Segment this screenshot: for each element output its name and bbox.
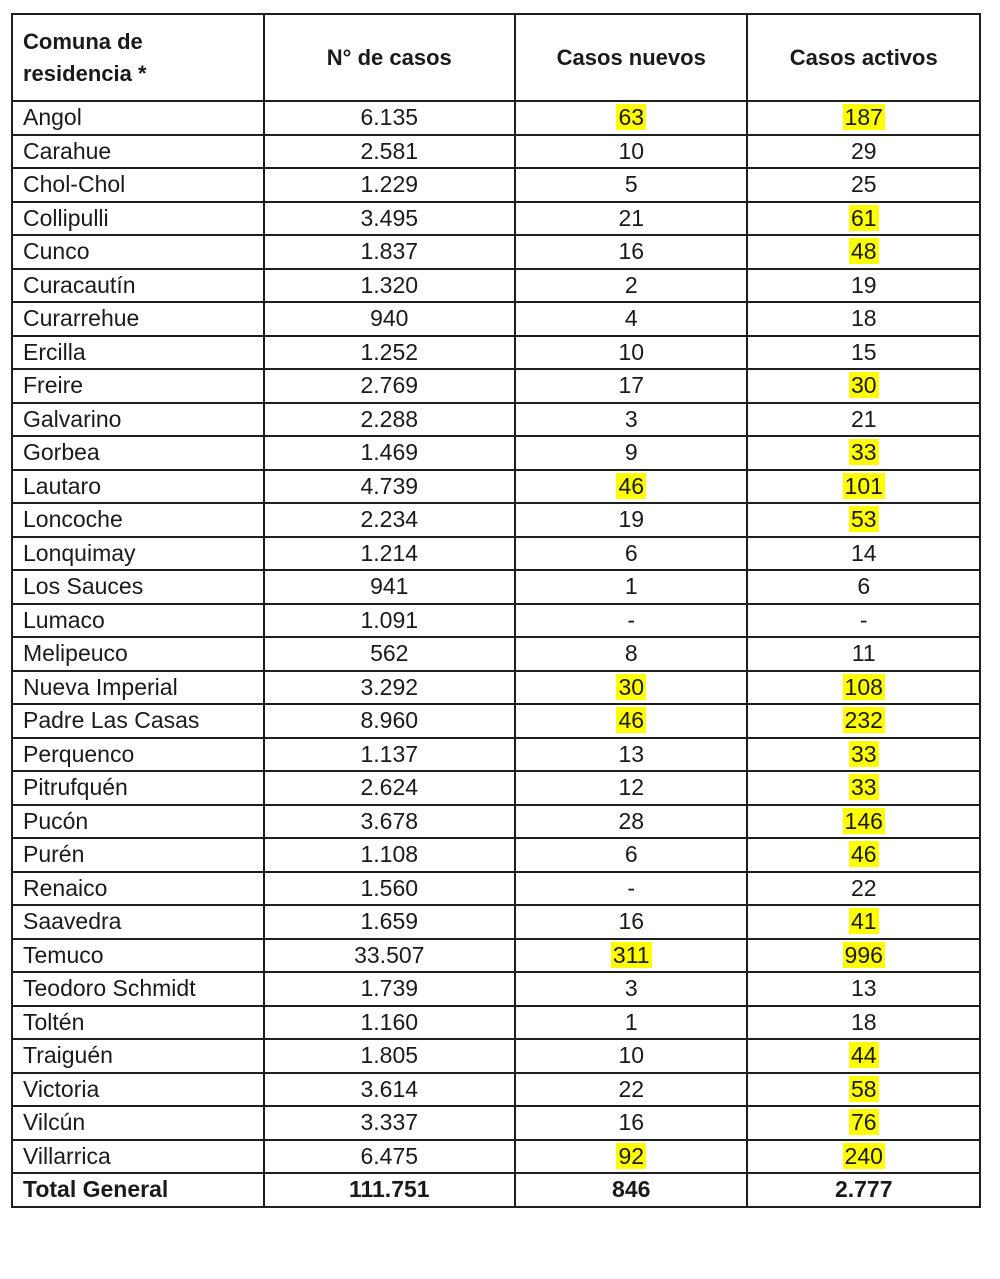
cell-activos [747, 905, 980, 939]
cell-casos: 8.960 [264, 704, 515, 738]
cell-nuevos [515, 101, 747, 135]
highlighted-value: 48 [850, 238, 877, 265]
table-row [12, 202, 980, 236]
cell-nuevos: 2 [515, 269, 747, 303]
table-row [12, 1039, 980, 1073]
table-row [12, 905, 980, 939]
highlighted-value: 996 [844, 941, 883, 968]
cell-nuevos: 4 [515, 302, 747, 336]
highlighted-value: 44 [850, 1042, 877, 1069]
cell-activos: 13 [747, 972, 980, 1006]
table-row [12, 235, 980, 269]
table-row [12, 872, 980, 906]
cell-nuevos: 28 [515, 805, 747, 839]
cell-nuevos: 16 [515, 1106, 747, 1140]
table-row [12, 838, 980, 872]
cell-casos: 4.739 [264, 470, 515, 504]
cell-activos: 29 [747, 135, 980, 169]
highlighted-value: 108 [844, 673, 883, 700]
cell-comuna: Teodoro Schmidt [12, 972, 264, 1006]
cell-activos [747, 704, 980, 738]
cell-activos: 15 [747, 336, 980, 370]
cell-casos: 2.288 [264, 403, 515, 437]
total-row [12, 1173, 980, 1207]
cell-comuna: Cunco [12, 235, 264, 269]
table-row [12, 738, 980, 772]
total-activos: 2.777 [747, 1173, 980, 1207]
highlighted-value: 46 [618, 707, 645, 734]
cell-comuna: Saavedra [12, 905, 264, 939]
highlighted-value: 92 [618, 1142, 645, 1169]
cell-casos: 2.624 [264, 771, 515, 805]
header-comuna: Comuna de residencia * [12, 14, 264, 101]
cell-activos [747, 436, 980, 470]
header-row [12, 14, 980, 101]
cell-activos [747, 235, 980, 269]
table-row [12, 704, 980, 738]
cell-nuevos [515, 1140, 747, 1174]
cell-comuna: Perquenco [12, 738, 264, 772]
highlighted-value: 30 [618, 673, 645, 700]
cell-casos: 1.659 [264, 905, 515, 939]
cell-activos: 18 [747, 302, 980, 336]
cell-nuevos: 10 [515, 135, 747, 169]
cell-activos: - [747, 604, 980, 638]
cell-nuevos: 6 [515, 537, 747, 571]
cell-casos: 1.160 [264, 1006, 515, 1040]
highlighted-value: 63 [618, 104, 645, 131]
cell-activos [747, 503, 980, 537]
table-row [12, 1140, 980, 1174]
cell-comuna: Lautaro [12, 470, 264, 504]
cell-comuna: Temuco [12, 939, 264, 973]
cell-casos: 941 [264, 570, 515, 604]
cell-activos [747, 771, 980, 805]
cell-nuevos: 10 [515, 336, 747, 370]
cell-comuna: Curarrehue [12, 302, 264, 336]
cell-nuevos [515, 704, 747, 738]
cell-activos [747, 1140, 980, 1174]
highlighted-value: 101 [844, 472, 883, 499]
cell-nuevos: 6 [515, 838, 747, 872]
cell-casos: 6.135 [264, 101, 515, 135]
cell-casos: 33.507 [264, 939, 515, 973]
total-nuevos: 846 [515, 1173, 747, 1207]
cases-table [11, 13, 981, 1208]
cell-casos: 1.108 [264, 838, 515, 872]
table-row [12, 570, 980, 604]
highlighted-value: 311 [612, 941, 650, 968]
cell-activos: 25 [747, 168, 980, 202]
highlighted-value: 33 [850, 439, 877, 466]
cell-comuna: Purén [12, 838, 264, 872]
highlighted-value: 53 [850, 506, 877, 533]
cell-activos [747, 1106, 980, 1140]
highlighted-value: 41 [850, 908, 877, 935]
cell-comuna: Freire [12, 369, 264, 403]
cell-casos: 3.678 [264, 805, 515, 839]
highlighted-value: 232 [844, 707, 883, 734]
cell-nuevos [515, 671, 747, 705]
cell-comuna: Lonquimay [12, 537, 264, 571]
cell-activos [747, 805, 980, 839]
highlighted-value: 46 [850, 841, 877, 868]
cell-activos [747, 202, 980, 236]
cell-casos: 6.475 [264, 1140, 515, 1174]
highlighted-value: 187 [844, 104, 883, 131]
highlighted-value: 33 [850, 774, 877, 801]
cell-nuevos: 1 [515, 570, 747, 604]
cell-activos: 21 [747, 403, 980, 437]
table-row [12, 369, 980, 403]
highlighted-value: 76 [850, 1109, 877, 1136]
cell-casos: 2.581 [264, 135, 515, 169]
cell-activos: 14 [747, 537, 980, 571]
cell-casos: 2.234 [264, 503, 515, 537]
highlighted-value: 61 [850, 204, 877, 231]
cell-nuevos: 12 [515, 771, 747, 805]
cell-comuna: Lumaco [12, 604, 264, 638]
total-casos: 111.751 [264, 1173, 515, 1207]
cell-comuna: Pucón [12, 805, 264, 839]
cell-casos: 1.137 [264, 738, 515, 772]
table-row [12, 1106, 980, 1140]
cell-casos: 3.495 [264, 202, 515, 236]
table-row [12, 805, 980, 839]
highlighted-value: 240 [844, 1142, 883, 1169]
cell-nuevos [515, 939, 747, 973]
cell-comuna: Chol-Chol [12, 168, 264, 202]
cell-casos: 1.252 [264, 336, 515, 370]
cell-casos: 1.469 [264, 436, 515, 470]
total-label: Total General [12, 1173, 264, 1207]
cell-nuevos: 10 [515, 1039, 747, 1073]
cell-nuevos: 13 [515, 738, 747, 772]
cell-comuna: Carahue [12, 135, 264, 169]
cell-nuevos: 8 [515, 637, 747, 671]
cell-comuna: Curacautín [12, 269, 264, 303]
cell-activos: 6 [747, 570, 980, 604]
cell-nuevos: 3 [515, 972, 747, 1006]
cell-comuna: Nueva Imperial [12, 671, 264, 705]
cell-comuna: Pitrufquén [12, 771, 264, 805]
cell-comuna: Villarrica [12, 1140, 264, 1174]
cell-casos: 1.837 [264, 235, 515, 269]
table-row [12, 637, 980, 671]
cell-nuevos: 17 [515, 369, 747, 403]
cell-comuna: Toltén [12, 1006, 264, 1040]
header-activos: Casos activos [747, 14, 980, 101]
table-row [12, 101, 980, 135]
table-row [12, 972, 980, 1006]
cell-activos [747, 101, 980, 135]
cell-nuevos: 9 [515, 436, 747, 470]
cell-casos: 1.229 [264, 168, 515, 202]
cell-nuevos [515, 470, 747, 504]
table-row [12, 939, 980, 973]
cell-activos [747, 838, 980, 872]
cell-comuna: Renaico [12, 872, 264, 906]
cell-casos: 562 [264, 637, 515, 671]
cell-activos [747, 939, 980, 973]
cell-activos [747, 470, 980, 504]
cell-nuevos: 21 [515, 202, 747, 236]
highlighted-value: 46 [618, 472, 645, 499]
cell-nuevos: - [515, 872, 747, 906]
table-row [12, 503, 980, 537]
cell-nuevos: 16 [515, 235, 747, 269]
cell-nuevos: 16 [515, 905, 747, 939]
table-row [12, 537, 980, 571]
cell-activos: 18 [747, 1006, 980, 1040]
cell-nuevos: - [515, 604, 747, 638]
cell-casos: 1.091 [264, 604, 515, 638]
cell-comuna: Galvarino [12, 403, 264, 437]
cell-casos: 1.560 [264, 872, 515, 906]
cell-activos: 22 [747, 872, 980, 906]
cell-comuna: Ercilla [12, 336, 264, 370]
cell-casos: 1.805 [264, 1039, 515, 1073]
cell-comuna: Los Sauces [12, 570, 264, 604]
table-row [12, 269, 980, 303]
cell-casos: 1.320 [264, 269, 515, 303]
cell-comuna: Angol [12, 101, 264, 135]
cell-activos [747, 369, 980, 403]
cell-comuna: Gorbea [12, 436, 264, 470]
header-nuevos: Casos nuevos [515, 14, 747, 101]
cell-comuna: Loncoche [12, 503, 264, 537]
cell-comuna: Collipulli [12, 202, 264, 236]
table-row [12, 1073, 980, 1107]
cell-activos [747, 1039, 980, 1073]
cell-nuevos: 3 [515, 403, 747, 437]
cell-nuevos: 5 [515, 168, 747, 202]
cell-casos: 3.337 [264, 1106, 515, 1140]
table-row [12, 302, 980, 336]
cell-activos [747, 1073, 980, 1107]
table-row [12, 470, 980, 504]
cell-nuevos: 1 [515, 1006, 747, 1040]
cell-casos: 940 [264, 302, 515, 336]
table-row [12, 135, 980, 169]
cell-activos [747, 738, 980, 772]
table-row [12, 771, 980, 805]
cell-casos: 3.292 [264, 671, 515, 705]
cell-comuna: Victoria [12, 1073, 264, 1107]
cell-nuevos: 22 [515, 1073, 747, 1107]
highlighted-value: 146 [844, 807, 883, 834]
table-body [12, 101, 980, 1173]
cell-comuna: Traiguén [12, 1039, 264, 1073]
table-row [12, 336, 980, 370]
header-casos: N° de casos [264, 14, 515, 101]
cell-casos: 3.614 [264, 1073, 515, 1107]
cell-activos: 11 [747, 637, 980, 671]
table-row [12, 403, 980, 437]
cell-casos: 2.769 [264, 369, 515, 403]
cell-activos: 19 [747, 269, 980, 303]
table-row [12, 168, 980, 202]
cell-comuna: Melipeuco [12, 637, 264, 671]
cell-comuna: Padre Las Casas [12, 704, 264, 738]
cell-comuna: Vilcún [12, 1106, 264, 1140]
cell-nuevos: 19 [515, 503, 747, 537]
cell-activos [747, 671, 980, 705]
table-row [12, 1006, 980, 1040]
table-row [12, 604, 980, 638]
highlighted-value: 33 [850, 740, 877, 767]
table-row [12, 436, 980, 470]
cell-casos: 1.739 [264, 972, 515, 1006]
highlighted-value: 58 [850, 1075, 877, 1102]
highlighted-value: 30 [850, 372, 877, 399]
table-row [12, 671, 980, 705]
cell-casos: 1.214 [264, 537, 515, 571]
